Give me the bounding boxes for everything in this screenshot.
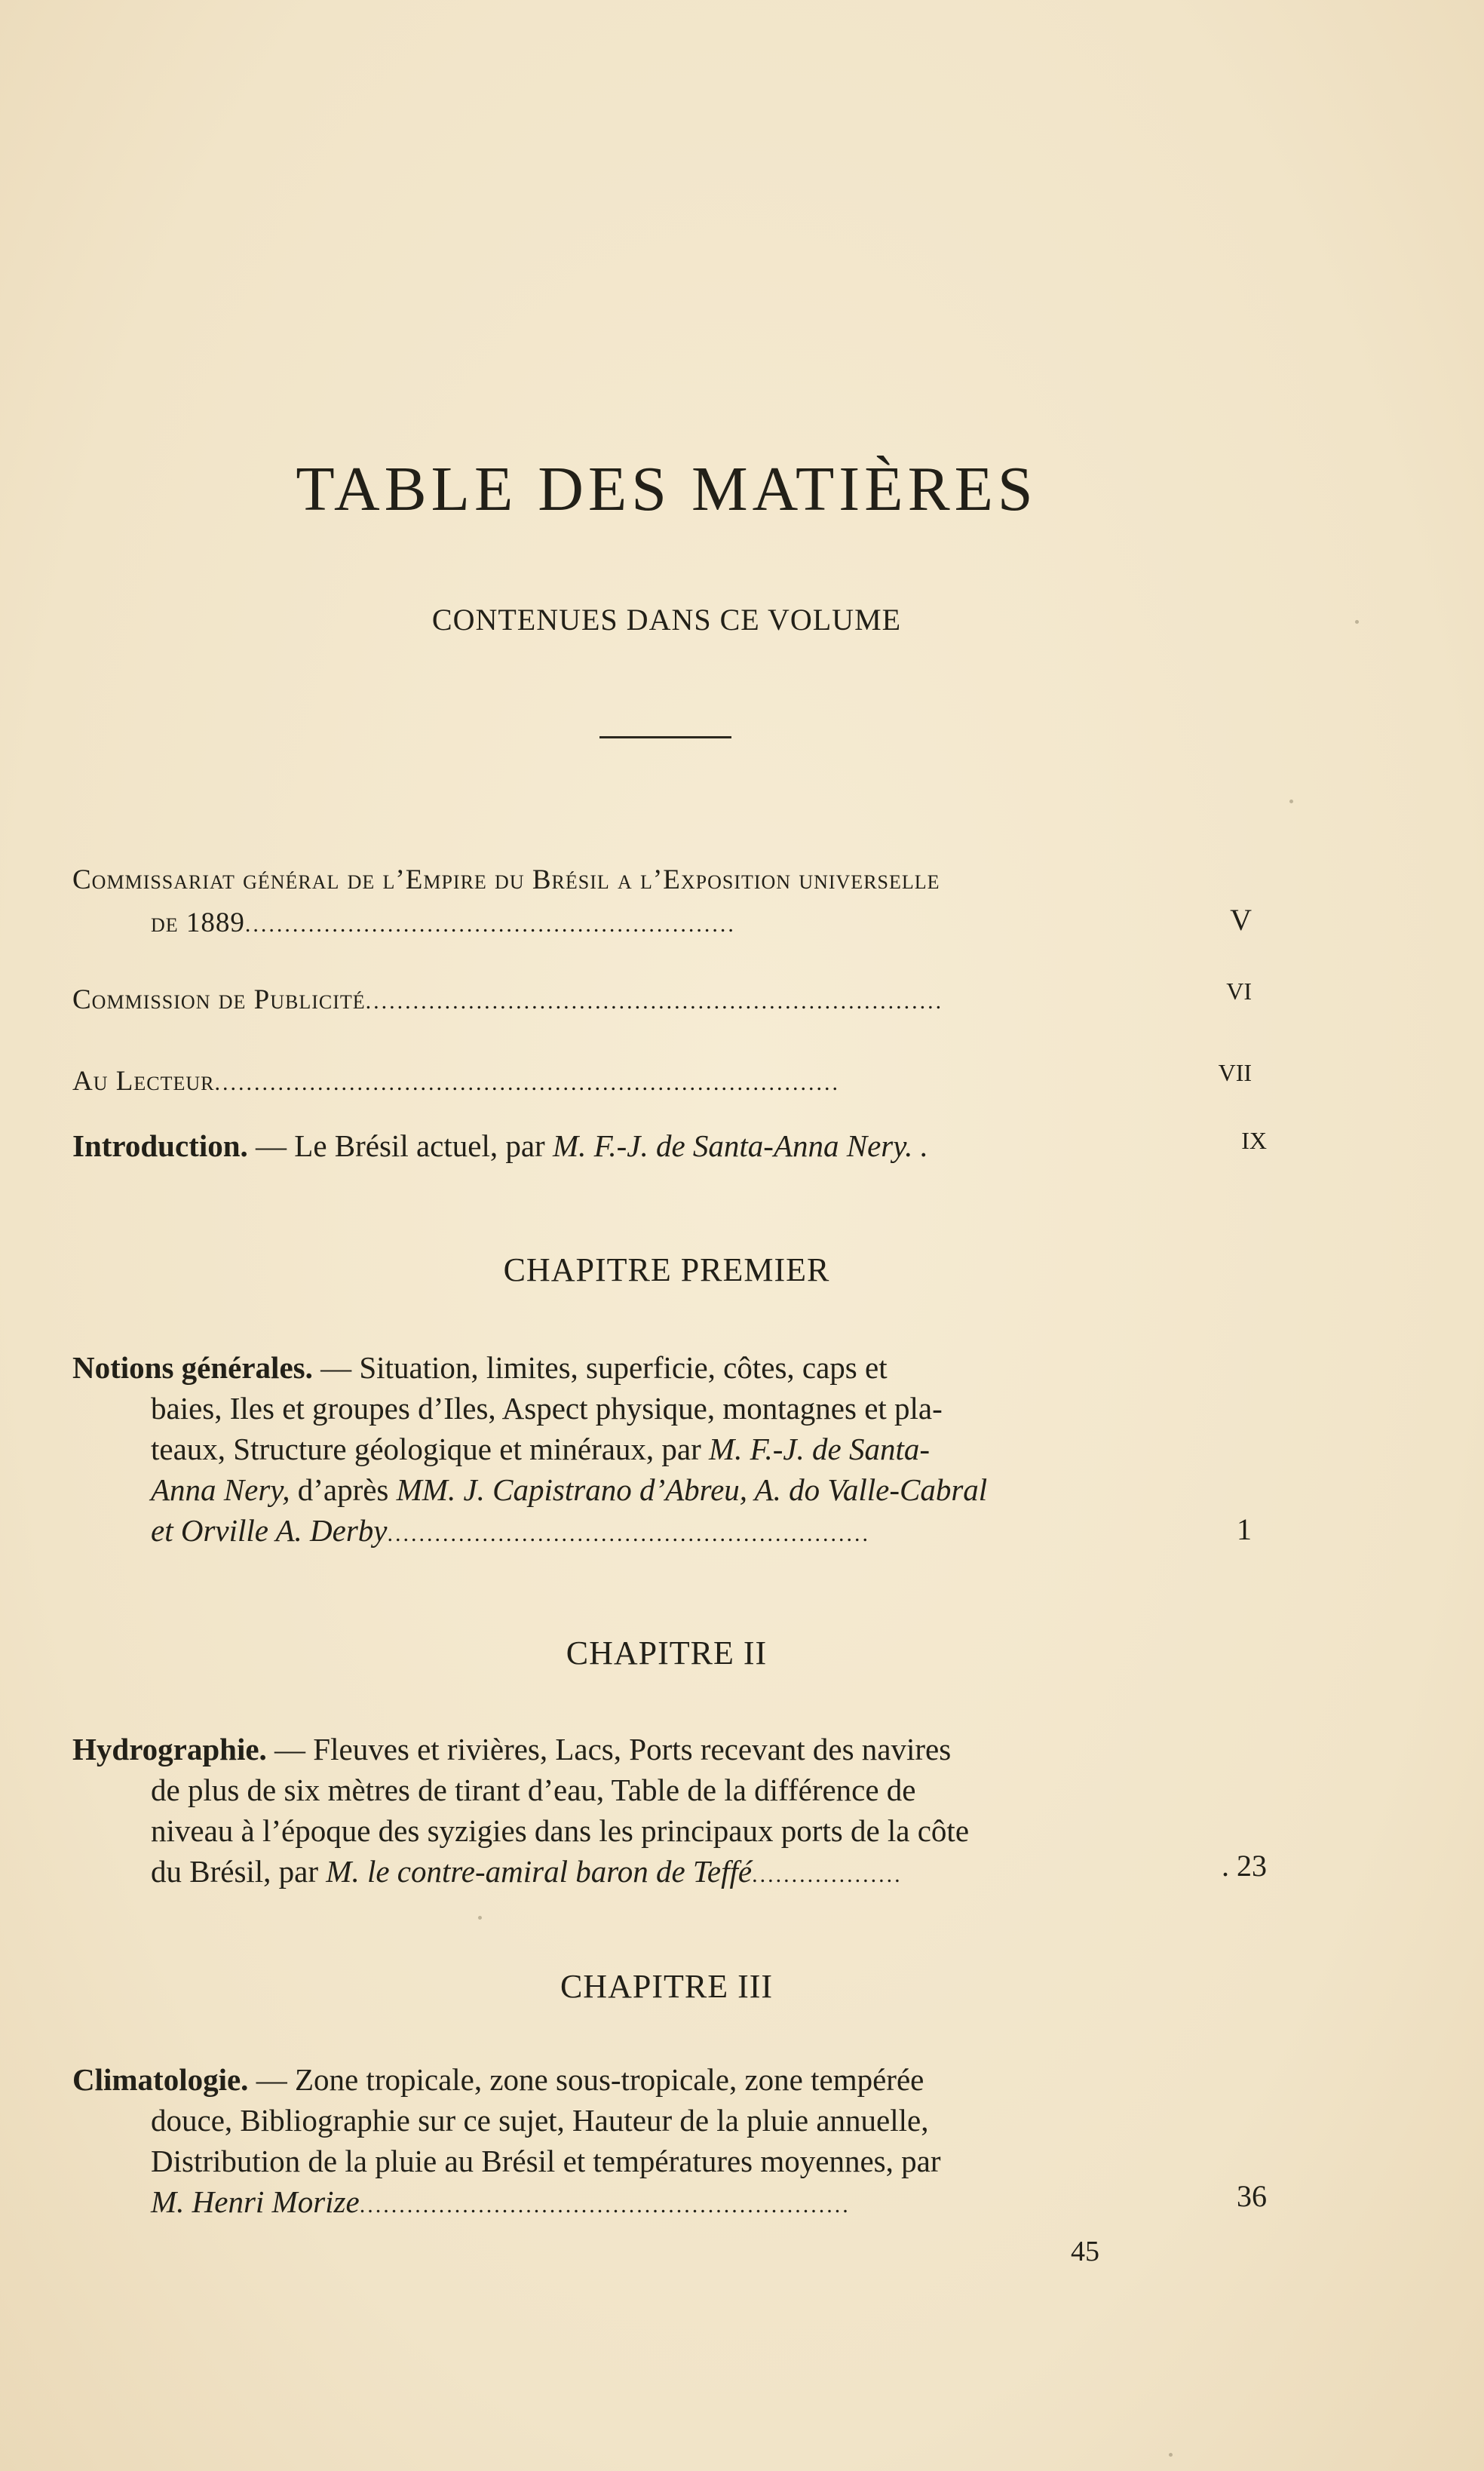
toc-entry-text: d’après	[290, 1472, 397, 1507]
toc-page-number: VII	[1218, 1059, 1252, 1086]
paper-speck	[478, 1916, 482, 1920]
toc-page-number: VI	[1226, 978, 1252, 1005]
toc-entry-line: Distribution de la pluie au Brésil et températures moyennes, par	[151, 2144, 941, 2178]
toc-entry-line: niveau à l’époque des syzigies dans les principaux ports de la côte	[151, 1813, 970, 1848]
toc-entry-line: baies, Iles et groupes d’Iles, Aspect physique, montagnes et pla-	[151, 1391, 943, 1426]
toc-entry-lecteur	[72, 1059, 1279, 1104]
toc-entry-line	[72, 1347, 1279, 1388]
page-subtitle: CONTENUES DANS CE VOLUME	[431, 603, 902, 637]
toc-entry-heading: Notions générales.	[72, 1350, 313, 1385]
toc-entry-text: teaux, Structure géologique et minéraux, par	[151, 1432, 710, 1466]
toc-entry-line	[72, 1469, 1279, 1510]
toc-entry-heading: Climatologie.	[72, 2062, 249, 2097]
toc-entry-text: Commissariat général de l’Empire du Brésil a l’Exposition universelle	[72, 864, 940, 895]
toc-entry-line	[72, 1125, 1279, 1166]
toc-entry-author: et Orville A. Derby	[151, 1513, 388, 1548]
toc-entry-line	[72, 978, 1279, 1022]
toc-entry-line	[72, 1851, 1279, 1895]
toc-entry-author: M. F.-J. de Santa-	[709, 1432, 931, 1466]
dot-leader: .........................................................................	[365, 989, 944, 1014]
toc-entry-author: M. Henri Morize	[151, 2184, 360, 2219]
toc-entry-author: MM. J. Capistrano d’Abreu, A. do Valle-Cabral	[396, 1472, 988, 1507]
toc-entry-text: — Situation, limites, superficie, côtes, caps et	[312, 1350, 888, 1385]
toc-entry-chapter-2	[72, 1729, 1279, 1895]
chapter-heading: CHAPITRE PREMIER	[503, 1251, 830, 1288]
toc-entry-text: — Le Brésil actuel, par	[247, 1128, 553, 1163]
toc-entry-heading: Introduction.	[72, 1128, 248, 1163]
page-title: TABLE DES MATIÈRES	[296, 454, 1038, 524]
toc-entry-author: M. F.-J. de Santa-Anna Nery. .	[552, 1128, 928, 1163]
dot-leader: ..............................................................	[359, 2193, 851, 2218]
toc-entry-text: Au Lecteur	[72, 1066, 215, 1097]
paper-speck	[1169, 2453, 1173, 2457]
dot-leader: ...............................................................................	[214, 1070, 840, 1095]
chapter-heading: CHAPITRE II	[566, 1635, 768, 1671]
toc-entry-author: M. le contre-amiral baron de Teffé	[326, 1854, 753, 1889]
toc-page-number: 1	[1237, 1512, 1252, 1546]
toc-entry-introduction	[72, 1125, 1279, 1166]
toc-page-number: V	[1230, 903, 1252, 937]
toc-entry-line	[72, 1429, 1279, 1469]
toc-entry-line: de plus de six mètres de tirant d’eau, Table de la différence de	[151, 1773, 916, 1807]
toc-entry-text: de 1889	[151, 907, 245, 938]
toc-entry-commission	[72, 978, 1279, 1022]
toc-entry-line	[72, 1059, 1279, 1104]
toc-page-number: 36	[1237, 2179, 1267, 2213]
toc-entry-heading: Hydrographie.	[72, 1732, 267, 1767]
toc-entry-text: Commission de Publicité	[72, 984, 366, 1015]
toc-entry-commissariat	[72, 860, 1279, 945]
dot-leader: ...................	[752, 1862, 903, 1887]
paper-speck	[1289, 800, 1293, 803]
toc-entry-chapter-3	[72, 2059, 1279, 2226]
toc-entry-line	[72, 901, 1279, 945]
page-folio: 45	[1071, 2236, 1099, 2267]
toc-entry-author: Anna Nery,	[151, 1472, 290, 1507]
toc-entry-line	[72, 2059, 1279, 2100]
toc-entry-text: — Fleuves et rivières, Lacs, Ports recevant des navires	[266, 1732, 952, 1767]
toc-entry-text: — Zone tropicale, zone sous-tropicale, zone tempérée	[248, 2062, 924, 2097]
toc-entry-text: du Brésil, par	[151, 1854, 327, 1889]
toc-entry-line	[72, 2181, 1279, 2226]
chapter-heading: CHAPITRE III	[560, 1968, 774, 2005]
dot-leader: .............................................................	[387, 1521, 870, 1546]
toc-entry-chapter-1	[72, 1347, 1279, 1555]
paper-speck	[1355, 620, 1359, 624]
toc-page-number: . 23	[1222, 1849, 1267, 1883]
toc-entry-line	[72, 1510, 1279, 1555]
dot-leader: ..............................................................	[244, 912, 736, 937]
toc-entry-line	[72, 1729, 1279, 1770]
title-rule	[599, 736, 731, 738]
toc-page-number: IX	[1241, 1127, 1267, 1154]
toc-entry-line: douce, Bibliographie sur ce sujet, Hauteur de la pluie annuelle,	[151, 2103, 929, 2138]
